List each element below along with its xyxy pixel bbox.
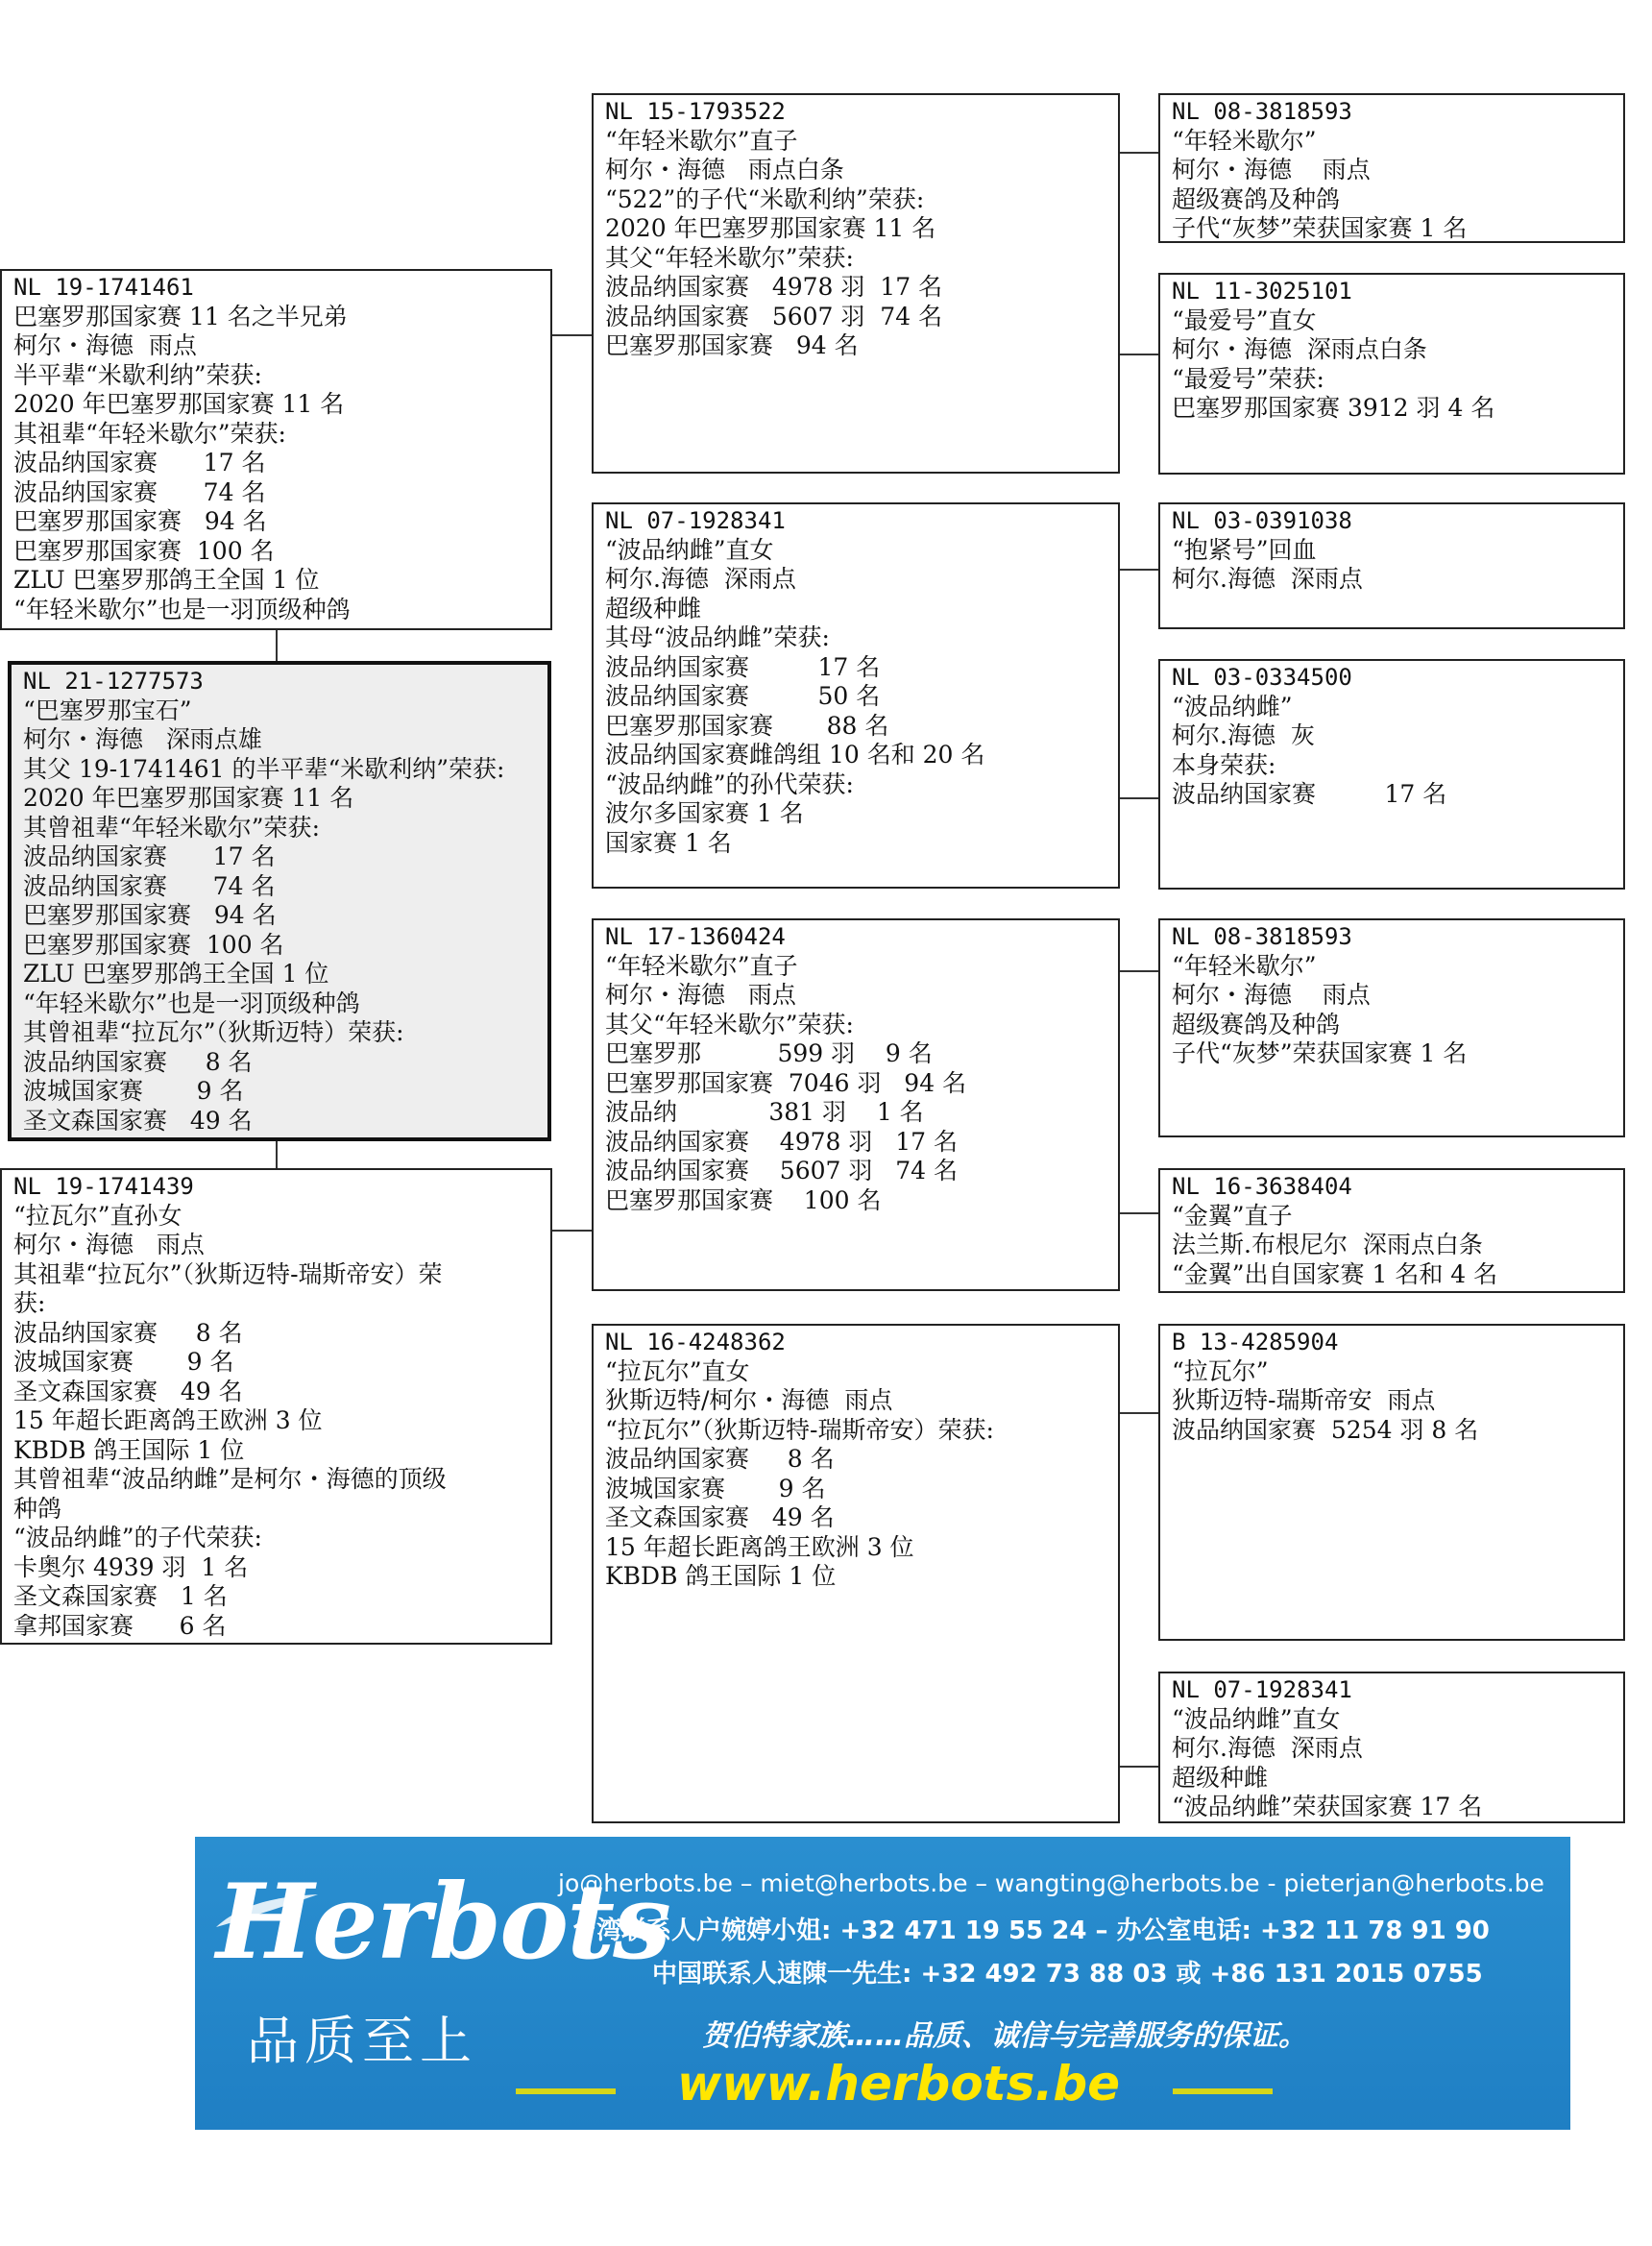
pedigree-line: 波品纳国家赛 74 名 — [23, 871, 276, 900]
pigeon-box-subject — [8, 661, 551, 1141]
pedigree-line: 子代“灰梦”荣获国家赛 1 名 — [1172, 1039, 1468, 1067]
pedigree-line: “巴塞罗那宝石” — [23, 696, 192, 724]
pedigree-line: 巴塞罗那国家赛 11 名之半兄弟 — [13, 302, 348, 330]
pedigree-line: 柯尔・海德 雨点 — [1172, 981, 1371, 1009]
pedigree-line: 获: — [13, 1289, 46, 1317]
ring-number: B 13-4285904 — [1172, 1329, 1339, 1355]
pedigree-line: 巴塞罗那国家赛 94 名 — [13, 507, 267, 535]
pigeon-box-dam-sire — [592, 918, 1120, 1291]
pedigree-line: 半平辈“米歇利纳”荣获: — [13, 360, 262, 389]
pedigree-line: 其祖辈“年轻米歇尔”荣获: — [13, 419, 286, 448]
pedigree-line: “年轻米歇尔”直子 — [605, 126, 798, 155]
pedigree-line: 巴塞罗那国家赛 3912 羽 4 名 — [1172, 394, 1495, 422]
pedigree-line: 波城国家赛 9 名 — [23, 1077, 244, 1105]
pedigree-line: 巴塞罗那国家赛 94 名 — [23, 901, 277, 929]
pedigree-line: 巴塞罗那国家赛 100 名 — [13, 536, 275, 565]
pigeon-box-sire — [0, 269, 552, 630]
pedigree-line: 圣文森国家赛 49 名 — [13, 1377, 243, 1405]
pedigree-line: “年轻米歇尔”直子 — [605, 951, 798, 980]
pedigree-line: 其父 19-1741461 的半平辈“米歇利纳”荣获: — [23, 754, 505, 783]
pedigree-line: “拉瓦尔”（狄斯迈特-瑞斯帝安）荣获: — [605, 1415, 994, 1444]
pedigree-line: 本身荣获: — [1172, 750, 1276, 779]
pedigree-line: 柯尔・海德 深雨点白条 — [1172, 335, 1427, 363]
pedigree-line: 波品纳国家赛 50 名 — [605, 682, 881, 710]
pedigree-line: 种鸽 — [13, 1494, 62, 1523]
ring-number: NL 19-1741439 — [13, 1173, 194, 1200]
pedigree-line: “波品纳雌”的子代荣获: — [13, 1524, 262, 1551]
pedigree-line: “522”的子代“米歇利纳”荣获: — [605, 184, 925, 213]
pedigree-line: “拉瓦尔” — [1172, 1356, 1269, 1385]
pedigree-line: 巴塞罗那国家赛 94 名 — [605, 331, 859, 359]
ring-number: NL 21-1277573 — [23, 668, 204, 695]
ring-number: NL 11-3025101 — [1172, 278, 1352, 305]
pedigree-line: 波品纳国家赛 8 名 — [23, 1047, 253, 1076]
pedigree-line: 超级种雌 — [1172, 1763, 1269, 1792]
pigeon-box-sire-sire — [592, 93, 1120, 474]
pedigree-line: “抱紧号”回血 — [1172, 535, 1317, 564]
pedigree-line: 柯尔・海德 雨点白条 — [605, 156, 844, 183]
connector — [1119, 354, 1159, 355]
pigeon-box-sdd — [1158, 659, 1625, 890]
ring-number: NL 19-1741461 — [13, 274, 194, 301]
pigeon-box-dam — [0, 1168, 552, 1645]
pedigree-line: 圣文森国家赛 49 名 — [23, 1106, 253, 1135]
pedigree-line: 柯尔.海德 深雨点 — [1172, 1734, 1363, 1762]
pigeon-box-sss — [1158, 93, 1625, 243]
connector — [1119, 797, 1159, 799]
pedigree-line: “拉瓦尔”直女 — [605, 1356, 750, 1385]
pedigree-line: 其曾祖辈“波品纳雌”是柯尔・海德的顶级 — [13, 1465, 447, 1493]
pedigree-line: 波品纳国家赛雌鸽组 10 名和 20 名 — [605, 741, 985, 769]
china-contact: 中国联系人速陳一先生: +32 492 73 88 03 或 +86 131 2015 0755 — [652, 1960, 1483, 1989]
website-link[interactable]: www.herbots.be — [677, 2056, 1121, 2112]
connector — [1119, 1412, 1159, 1414]
pedigree-line: “年轻米歇尔”也是一羽顶级种鸽 — [13, 595, 351, 623]
pedigree-line: 波品纳国家赛 17 名 — [13, 449, 266, 476]
pedigree-line: 波品纳国家赛 5254 羽 8 名 — [1172, 1415, 1479, 1444]
pedigree-line: 其父“年轻米歇尔”荣获: — [605, 243, 854, 272]
ring-number: NL 03-0391038 — [1172, 507, 1352, 534]
pedigree-line: KBDB 鸽王国际 1 位 — [605, 1562, 837, 1590]
pedigree-line: 超级赛鸽及种鸽 — [1172, 1010, 1341, 1038]
pedigree-line: 波品纳 381 羽 1 名 — [605, 1098, 924, 1126]
pedigree-line: 波品纳国家赛 74 名 — [13, 477, 266, 506]
pedigree-line: 巴塞罗那国家赛 88 名 — [605, 711, 889, 740]
ring-number: NL 16-4248362 — [605, 1329, 786, 1355]
ring-number: NL 07-1928341 — [605, 507, 786, 534]
ring-number: NL 08-3818593 — [1172, 923, 1352, 950]
pedigree-line: 波尔多国家赛 1 名 — [605, 799, 804, 827]
pedigree-line: 柯尔・海德 雨点 — [605, 981, 796, 1009]
pedigree-line: 柯尔・海德 深雨点雄 — [23, 725, 262, 753]
pedigree-line: “最爱号”直女 — [1172, 305, 1317, 334]
pedigree-line: 波品纳国家赛 8 名 — [13, 1318, 243, 1347]
pedigree-line: 波品纳国家赛 17 名 — [605, 652, 881, 681]
pedigree-line: 波品纳国家赛 8 名 — [605, 1445, 835, 1473]
slogan: 品质至上 — [247, 2011, 477, 2071]
herbots-logo: Herbots — [216, 1862, 669, 1983]
tagline: 贺伯特家族……品质、诚信与完善服务的保证。 — [702, 2019, 1307, 2053]
pedigree-line: 波品纳国家赛 4978 羽 17 名 — [605, 273, 943, 301]
pedigree-line: “最爱号”荣获: — [1172, 364, 1324, 393]
pedigree-line: 波品纳国家赛 4978 羽 17 名 — [605, 1127, 958, 1156]
pedigree-line: “年轻米歇尔”也是一羽顶级种鸽 — [23, 989, 360, 1017]
pedigree-line: 波城国家赛 9 名 — [13, 1348, 234, 1376]
pedigree-line: 柯尔・海德 雨点 — [1172, 156, 1371, 183]
pedigree-line: 法兰斯.布根尼尔 深雨点白条 — [1172, 1231, 1483, 1258]
pedigree-line: 柯尔・海德 雨点 — [13, 1231, 205, 1258]
pedigree-line: “波品纳雌” — [1172, 692, 1293, 720]
connector — [276, 1139, 278, 1168]
pedigree-line: 15 年超长距离鸽王欧洲 3 位 — [605, 1532, 914, 1561]
pedigree-line: 其母“波品纳雌”荣获: — [605, 623, 830, 651]
pedigree-line: 2020 年巴塞罗那国家赛 11 名 — [23, 784, 354, 812]
ring-number: NL 03-0334500 — [1172, 664, 1352, 691]
ring-number: NL 16-3638404 — [1172, 1173, 1352, 1200]
pedigree-line: 卡奥尔 4939 羽 1 名 — [13, 1552, 249, 1581]
connector — [276, 630, 278, 661]
pedigree-line: “波品纳雌”直女 — [605, 535, 774, 564]
pedigree-line: 柯尔.海德 灰 — [1172, 721, 1315, 749]
pedigree-line: “年轻米歇尔” — [1172, 126, 1317, 155]
connector — [550, 334, 593, 336]
pedigree-line: 巴塞罗那国家赛 100 名 — [23, 930, 284, 959]
pigeon-box-dds — [1158, 1324, 1625, 1641]
taiwan-contact: 台湾联系人户婉婷小姐: +32 471 19 55 24 – 办公室电话: +32 11 78 91 90 — [571, 1916, 1490, 1945]
pedigree-line: “金翼”出自国家赛 1 名和 4 名 — [1172, 1259, 1498, 1288]
pedigree-line: 超级种雌 — [605, 594, 702, 623]
pedigree-line: 超级赛鸽及种鸽 — [1172, 184, 1341, 213]
pedigree-line: 国家赛 1 名 — [605, 828, 732, 857]
pedigree-line: ZLU 巴塞罗那鸽王全国 1 位 — [13, 566, 320, 594]
herbots-banner — [195, 1837, 1570, 2130]
pedigree-line: 子代“灰梦”荣获国家赛 1 名 — [1172, 214, 1468, 242]
pedigree-line: 圣文森国家赛 1 名 — [13, 1582, 228, 1610]
pedigree-line: 2020 年巴塞罗那国家赛 11 名 — [13, 390, 345, 418]
pedigree-line: 圣文森国家赛 49 名 — [605, 1503, 835, 1531]
connector — [1119, 152, 1159, 154]
pedigree-line: 其祖辈“拉瓦尔”（狄斯迈特-瑞斯帝安）荣 — [13, 1259, 443, 1288]
pedigree-line: 狄斯迈特/柯尔・海德 雨点 — [605, 1386, 893, 1414]
pedigree-line: 柯尔.海德 深雨点 — [605, 565, 796, 593]
pigeon-box-ssd — [1158, 273, 1625, 475]
ring-number: NL 15-1793522 — [605, 98, 786, 125]
pedigree-line: 波品纳国家赛 17 名 — [1172, 780, 1447, 808]
pedigree-line: 其曾祖辈“拉瓦尔”（狄斯迈特）荣获: — [23, 1018, 404, 1046]
pedigree-line: 15 年超长距离鸽王欧洲 3 位 — [13, 1406, 323, 1434]
pigeon-box-ddd — [1158, 1672, 1625, 1823]
pedigree-line: 柯尔・海德 雨点 — [13, 331, 197, 359]
pedigree-line: “波品纳雌”的孙代荣获: — [605, 769, 854, 798]
ring-number: NL 07-1928341 — [1172, 1676, 1352, 1703]
pigeon-box-sds — [1158, 502, 1625, 629]
pedigree-line: 波品纳国家赛 17 名 — [23, 842, 276, 870]
connector — [1119, 569, 1159, 571]
divider-right — [1173, 2088, 1273, 2094]
pedigree-line: 波品纳国家赛 5607 羽 74 名 — [605, 302, 943, 330]
pigeon-box-dsd — [1158, 1168, 1625, 1293]
pigeon-box-sire-dam — [592, 502, 1120, 889]
pigeon-box-dam-dam — [592, 1324, 1120, 1823]
pedigree-line: 拿邦国家赛 6 名 — [13, 1611, 227, 1640]
pedigree-line: ZLU 巴塞罗那鸽王全国 1 位 — [23, 960, 329, 988]
pedigree-line: 其曾祖辈“年轻米歇尔”荣获: — [23, 813, 320, 842]
email-contacts[interactable]: jo@herbots.be – miet@herbots.be – wangting@herbots.be - pieterjan@herbots.be — [558, 1869, 1544, 1897]
pedigree-line: 波城国家赛 9 名 — [605, 1474, 826, 1502]
ring-number: NL 08-3818593 — [1172, 98, 1352, 125]
pigeon-box-dss — [1158, 918, 1625, 1137]
pedigree-line: 狄斯迈特-瑞斯帝安 雨点 — [1172, 1386, 1436, 1414]
connector — [1119, 1766, 1159, 1768]
pedigree-line: 2020 年巴塞罗那国家赛 11 名 — [605, 214, 936, 242]
pedigree-line: 巴塞罗那国家赛 7046 羽 94 名 — [605, 1068, 967, 1097]
pedigree-line: “波品纳雌”直女 — [1172, 1704, 1341, 1733]
pedigree-line: “波品纳雌”荣获国家赛 17 名 — [1172, 1793, 1483, 1820]
connector — [1119, 1212, 1159, 1214]
pedigree-line: “年轻米歇尔” — [1172, 951, 1317, 980]
pedigree-line: 巴塞罗那国家赛 100 名 — [605, 1185, 882, 1214]
pedigree-line: 波品纳国家赛 5607 羽 74 名 — [605, 1157, 958, 1184]
divider-left — [516, 2088, 616, 2094]
pedigree-line: “金翼”直子 — [1172, 1201, 1293, 1230]
pedigree-line: “拉瓦尔”直孙女 — [13, 1201, 182, 1230]
pedigree-line: 柯尔.海德 深雨点 — [1172, 565, 1363, 593]
pedigree-line: KBDB 鸽王国际 1 位 — [13, 1435, 245, 1464]
pedigree-line: 其父“年轻米歇尔”荣获: — [605, 1010, 854, 1038]
connector — [1119, 970, 1159, 972]
ring-number: NL 17-1360424 — [605, 923, 786, 950]
pedigree-line: 巴塞罗那 599 羽 9 名 — [605, 1039, 933, 1067]
connector — [550, 1230, 593, 1232]
